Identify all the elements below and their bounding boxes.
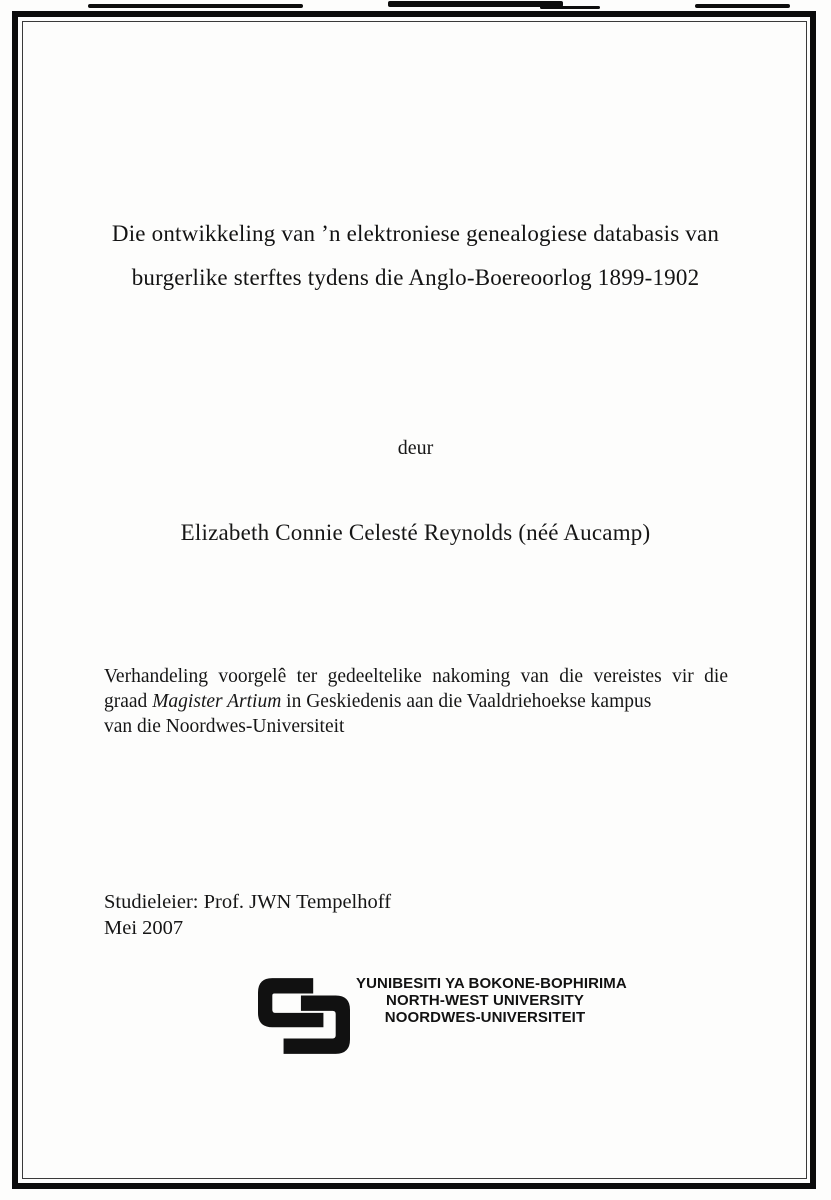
byline-deur: deur <box>397 437 434 459</box>
scan-artifact <box>388 1 563 7</box>
degree-name-italic: Magister Artium <box>152 691 282 712</box>
logo-line-afrikaans: NOORDWES-UNIVERSITEIT <box>384 1009 586 1026</box>
supervisor-block <box>104 889 391 941</box>
scan-artifact <box>540 6 600 9</box>
nwu-chain-link-logo-icon <box>258 978 350 1054</box>
university-logo-text <box>356 975 627 1026</box>
university-logo <box>258 975 627 1054</box>
supervisor-line: Studieleier: Prof. JWN Tempelhoff <box>104 891 392 913</box>
thesis-title-line2: burgerlike sterftes tydens die Anglo-Boereoorlog 1899-1902 <box>131 265 700 290</box>
thesis-title-line1: Die ontwikkeling van ’n elektroniese genealogiese databasis van <box>111 221 720 246</box>
degree-statement-line3: van die Noordwes-Universiteit <box>104 716 345 737</box>
logo-line-setswana: YUNIBESITI YA BOKONE-BOPHIRIMA <box>356 975 627 992</box>
date-line: Mei 2007 <box>104 917 184 939</box>
scan-artifact <box>695 4 790 8</box>
degree-statement-line1: Verhandeling voorgelê ter gedeeltelike nakoming van die vereistes vir die <box>104 666 728 687</box>
degree-statement <box>104 664 728 739</box>
author-name: Elizabeth Connie Celesté Reynolds (néé Aucamp) <box>180 520 651 545</box>
thesis-title <box>60 212 771 300</box>
degree-statement-line2 <box>104 689 728 714</box>
degree-statement-line2-suffix: in Geskiedenis aan die Vaaldriehoekse kampus <box>281 691 652 712</box>
logo-line-english: NORTH-WEST UNIVERSITY <box>386 992 584 1009</box>
scan-artifact <box>88 4 303 8</box>
degree-statement-line2-prefix: graad <box>104 691 153 712</box>
